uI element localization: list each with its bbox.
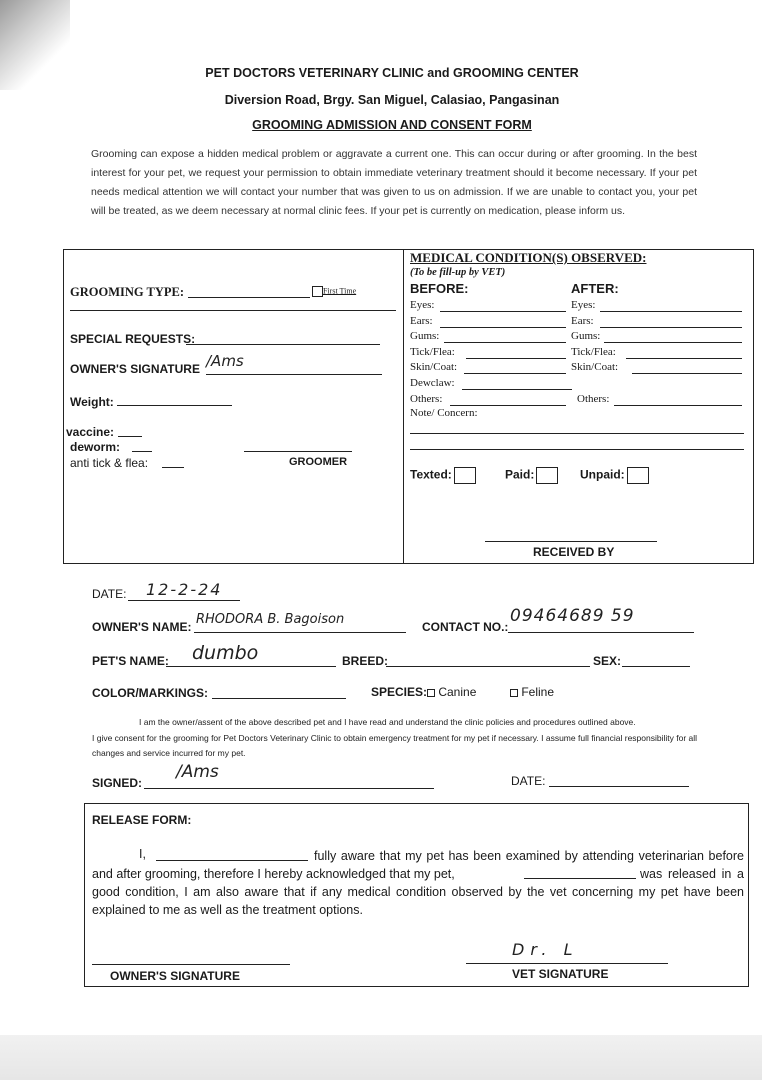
sex-label: SEX:: [593, 654, 622, 668]
anti-tick-label: anti tick & flea:: [70, 456, 149, 470]
vet-signature-handwriting: Dr. L: [512, 940, 579, 959]
grooming-type-field[interactable]: [188, 297, 310, 298]
paid-option[interactable]: [505, 467, 558, 484]
color-markings-field[interactable]: [212, 698, 346, 699]
after-condition-field[interactable]: [600, 311, 742, 312]
sex-field[interactable]: [622, 666, 690, 667]
received-by-field[interactable]: [485, 541, 657, 542]
feline-label: Feline: [521, 685, 555, 699]
grooming-type-label: GROOMING TYPE:: [70, 285, 185, 299]
after-condition-field[interactable]: [632, 373, 742, 374]
release-paragraph-2: was released in a good condition, I am also aware that if any medical condition observed by the vet concerning my pet have been explained to me as well as the treatment options.: [92, 867, 744, 917]
signed-handwriting: /Ams: [176, 762, 219, 782]
weight-field[interactable]: [117, 405, 232, 406]
consent-date-field[interactable]: [549, 786, 689, 787]
release-owner-signature-label: OWNER'S SIGNATURE: [110, 969, 240, 983]
species-feline-option[interactable]: [510, 685, 554, 699]
after-condition-label: Ears:: [571, 314, 594, 327]
after-condition-field[interactable]: [604, 342, 742, 343]
after-condition-field[interactable]: [626, 358, 742, 359]
before-condition-field[interactable]: [444, 342, 566, 343]
pet-name-handwriting: dumbo: [192, 642, 259, 664]
color-markings-label: COLOR/MARKINGS:: [92, 686, 208, 700]
vaccine-field[interactable]: [118, 436, 142, 437]
date-label: DATE:: [92, 587, 127, 601]
after-condition-field[interactable]: [614, 405, 742, 406]
canine-label: Canine: [438, 685, 477, 699]
owner-name-handwriting: RHODORA B. Bagoison: [196, 612, 345, 627]
after-condition-label: Others:: [577, 392, 610, 405]
intro-paragraph: Grooming can expose a hidden medical problem or aggravate a current one. This can occur during or after grooming. In the best interest for your pet, we request your permission to obtain immediate veterinary treatment should it become necessary. If your pet needs medical attention we will contact your number that was given to us on admission. If we are unable to contact you, your pet will be treated, as we deem necessary at normal clinic fees. If your pet is currently on medication, please inform us.: [91, 148, 697, 217]
before-condition-field[interactable]: [440, 327, 566, 328]
breed-label: BREED:: [342, 654, 389, 668]
received-by-label: RECEIVED BY: [533, 545, 615, 559]
signed-label: SIGNED:: [92, 776, 143, 790]
texted-label: Texted:: [410, 467, 452, 482]
panel-divider: [403, 249, 404, 564]
owner-signature-handwriting: /Ams: [206, 352, 244, 370]
canine-checkbox[interactable]: [427, 689, 435, 697]
date-field[interactable]: [128, 600, 240, 601]
after-condition-label: Tick/Flea:: [571, 345, 616, 358]
consent-line-1: I am the owner/assent of the above described pet and I have read and understand the clinic policies and procedures outlined above.: [139, 717, 636, 727]
owner-name-label: OWNER'S NAME:: [92, 620, 192, 634]
signed-field[interactable]: [144, 788, 434, 789]
after-condition-label: Skin/Coat:: [571, 361, 619, 374]
vet-signature-field[interactable]: [466, 963, 668, 964]
owner-signature-label: OWNER'S SIGNATURE: [70, 362, 200, 376]
special-requests-label: SPECIAL REQUESTS:: [70, 332, 196, 346]
consent-date-label: DATE:: [511, 774, 546, 788]
owner-signature-field[interactable]: [206, 374, 382, 375]
before-condition-field[interactable]: [462, 389, 572, 390]
consent-line-2: I give consent for the grooming for Pet Doctors Veterinary Clinic to obtain emergency treatment for my pet if necessary. I assume full financial responsibility for all changes and service incurred for my pet.: [92, 733, 698, 758]
scan-bottom-band: [0, 1035, 762, 1080]
texted-option[interactable]: [410, 467, 476, 484]
before-condition-field[interactable]: [466, 358, 566, 359]
before-label: BEFORE:: [410, 281, 469, 296]
groomer-signature-field[interactable]: [244, 451, 352, 452]
date-handwriting: 12-2-24: [146, 580, 223, 599]
after-condition-label: Gums:: [571, 330, 601, 343]
note-line-2[interactable]: [410, 449, 744, 450]
release-paragraph-1: fully aware that my pet has been examined by attending veterinarian before and after grooming, therefore I hereby acknowledged that my pet,: [92, 849, 744, 881]
grooming-type-extra-line: [70, 310, 396, 311]
deworm-field[interactable]: [132, 451, 152, 452]
texted-checkbox[interactable]: [454, 467, 476, 484]
before-condition-label: Others:: [410, 392, 443, 405]
clinic-name: PET DOCTORS VETERINARY CLINIC and GROOMING CENTER: [205, 66, 579, 80]
contact-field[interactable]: [508, 632, 694, 633]
before-condition-label: Eyes:: [410, 299, 435, 311]
species-label: SPECIES:: [371, 685, 428, 699]
after-label: AFTER:: [571, 281, 619, 296]
after-condition-label: Eyes:: [571, 299, 596, 311]
vaccine-label: vaccine:: [66, 425, 115, 439]
release-title: RELEASE FORM:: [92, 813, 192, 827]
before-condition-label: Skin/Coat:: [410, 361, 458, 374]
feline-checkbox[interactable]: [510, 689, 518, 697]
release-owner-signature-field[interactable]: [92, 964, 290, 965]
medical-title: MEDICAL CONDITION(S) OBSERVED:: [410, 250, 647, 265]
unpaid-option[interactable]: [580, 467, 649, 484]
pet-name-field[interactable]: [166, 666, 336, 667]
release-i: I,: [139, 847, 146, 861]
before-condition-label: Gums:: [410, 330, 440, 343]
before-condition-field[interactable]: [440, 311, 566, 312]
before-condition-label: Tick/Flea:: [410, 345, 455, 358]
unpaid-label: Unpaid:: [580, 467, 625, 482]
deworm-label: deworm:: [70, 440, 121, 454]
after-condition-field[interactable]: [600, 327, 742, 328]
special-requests-field[interactable]: [186, 344, 380, 345]
clinic-address: Diversion Road, Brgy. San Miguel, Calasiao, Pangasinan: [224, 93, 560, 107]
medical-subtitle: (To be fill-up by VET): [410, 267, 506, 278]
paid-checkbox[interactable]: [536, 467, 558, 484]
groomer-label: GROOMER: [289, 456, 348, 468]
contact-label: CONTACT NO.:: [422, 620, 509, 634]
before-condition-label: Dewclaw:: [410, 377, 455, 389]
pet-name-label: PET'S NAME:: [92, 654, 169, 668]
first-time-checkbox[interactable]: [312, 286, 323, 297]
first-time-option[interactable]: [312, 286, 356, 297]
weight-label: Weight:: [70, 395, 114, 409]
unpaid-checkbox[interactable]: [627, 467, 649, 484]
breed-field[interactable]: [386, 666, 590, 667]
vet-signature-label: VET SIGNATURE: [512, 967, 609, 981]
note-concern-label: Note/ Concern:: [410, 407, 478, 419]
anti-tick-field[interactable]: [162, 467, 184, 468]
form-title: GROOMING ADMISSION AND CONSENT FORM: [252, 118, 532, 132]
paid-label: Paid:: [505, 467, 535, 482]
owner-name-field[interactable]: [194, 632, 406, 633]
before-condition-label: Ears:: [410, 314, 433, 327]
first-time-label: First Time: [323, 286, 357, 296]
species-canine-option[interactable]: [427, 685, 476, 699]
before-condition-field[interactable]: [464, 373, 566, 374]
contact-handwriting: 09464689 59: [510, 606, 635, 626]
note-line-1[interactable]: [410, 433, 744, 434]
before-condition-field[interactable]: [450, 405, 566, 406]
